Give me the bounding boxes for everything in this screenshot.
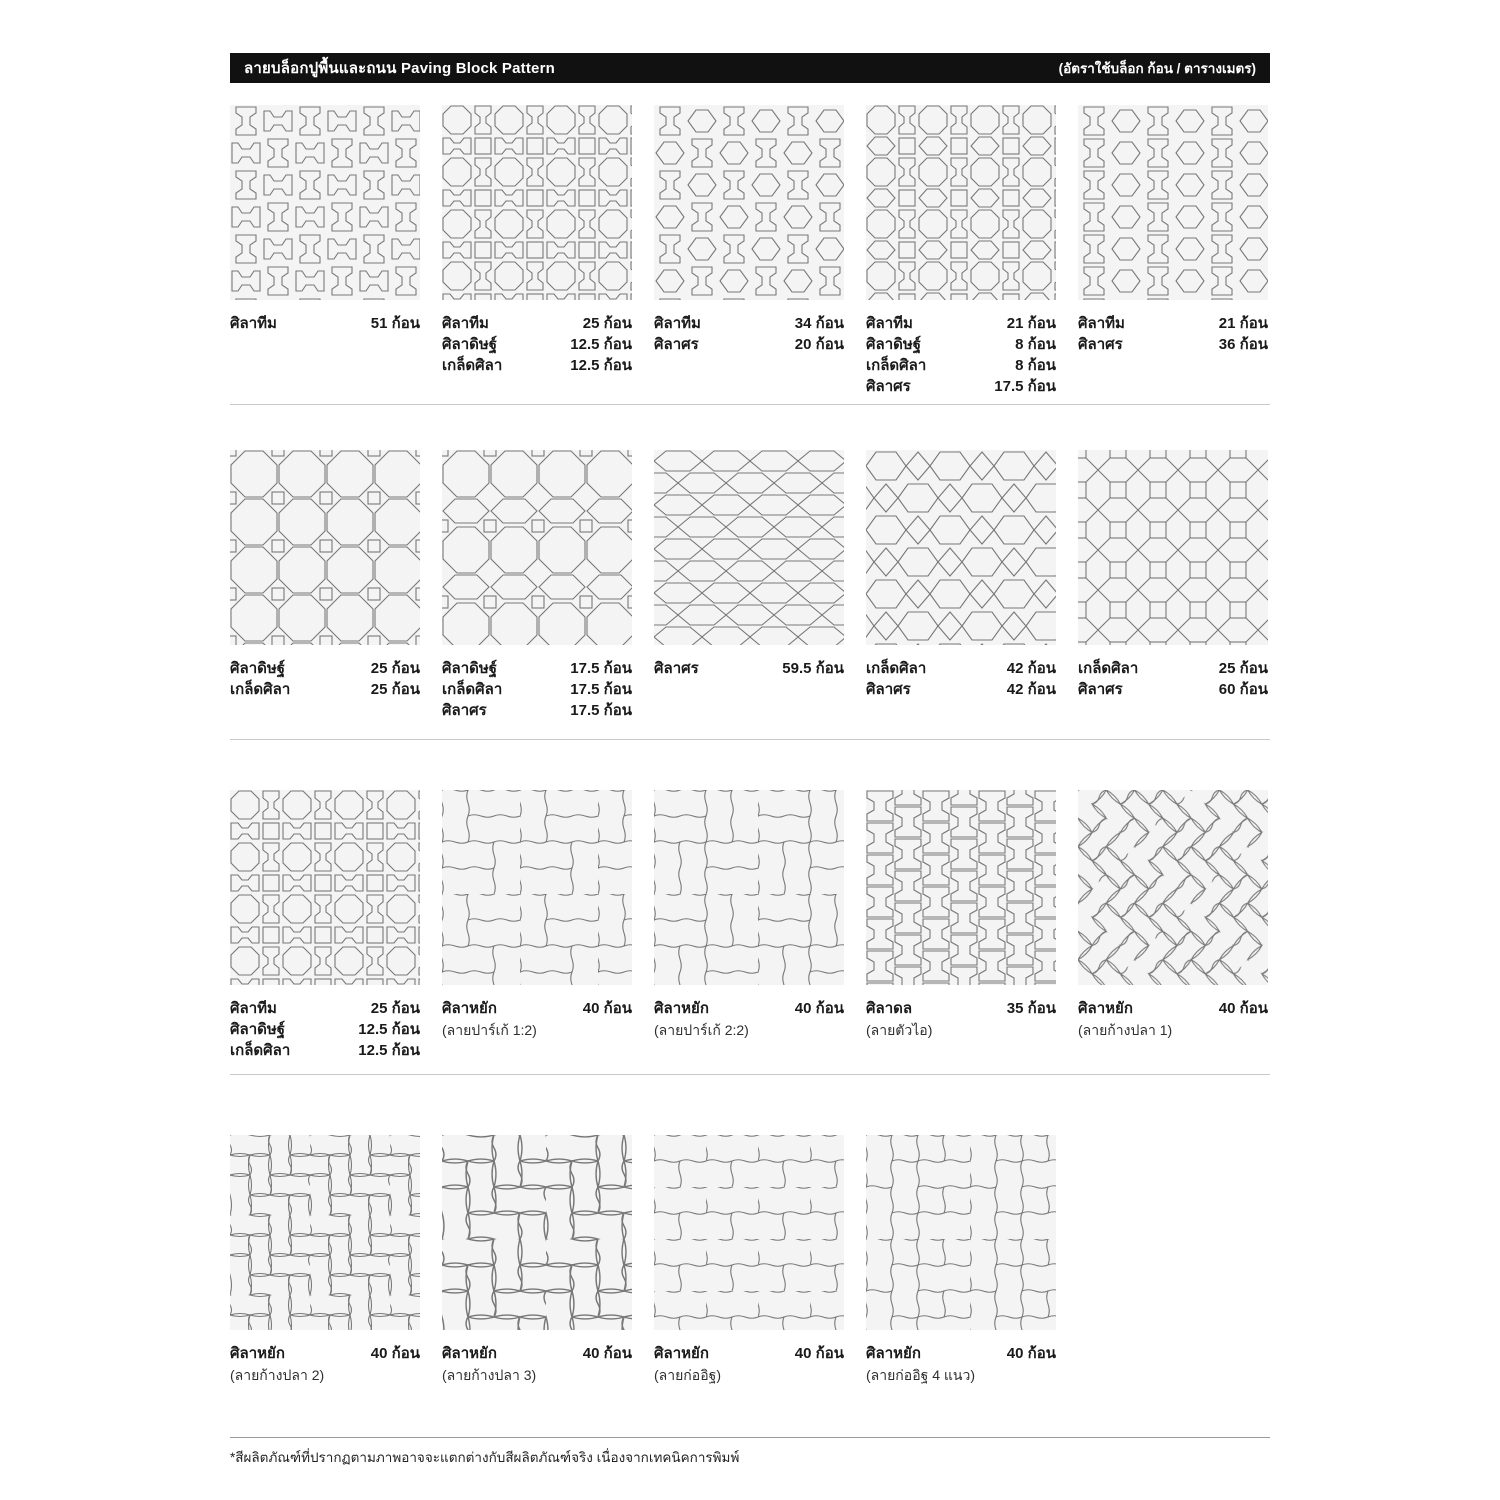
block-name: ศิลาดิษฐ์	[442, 660, 498, 677]
block-usage-line	[866, 1343, 1056, 1364]
block-usage-line	[230, 1343, 420, 1364]
block-name: ศิลาศร	[866, 681, 911, 698]
pattern-labels	[654, 998, 844, 1040]
block-usage-line	[230, 658, 420, 679]
block-usage-line	[230, 1040, 420, 1061]
block-quantity: 40 ก้อน	[582, 1345, 632, 1362]
pattern-labels	[654, 658, 844, 679]
paving-pattern-swatch	[866, 790, 1056, 985]
block-quantity: 40 ก้อน	[370, 1345, 420, 1362]
block-quantity: 17.5 ก้อน	[994, 378, 1056, 395]
block-name: เกล็ดศิลา	[230, 1042, 291, 1059]
block-name: ศิลาดิษฐ์	[442, 336, 498, 353]
pattern-labels	[1078, 313, 1268, 355]
pattern-labels	[230, 998, 420, 1061]
pattern-layout-name: (ลายก่ออิฐ 4 แนว)	[866, 1367, 976, 1383]
block-quantity: 51 ก้อน	[370, 315, 420, 332]
block-usage-line	[230, 1019, 420, 1040]
block-usage-line	[442, 1343, 632, 1364]
block-name: ศิลาทีม	[1078, 315, 1125, 332]
pattern-card	[1078, 105, 1268, 397]
block-name: ศิลาหยัก	[654, 1345, 709, 1362]
block-name: เกล็ดศิลา	[866, 660, 927, 677]
pattern-labels	[866, 658, 1056, 700]
pattern-layout-name: (ลายก้างปลา 2)	[230, 1367, 325, 1383]
unit-rate-note: (อัตราใช้บล็อก ก้อน / ตารางเมตร)	[1058, 61, 1256, 76]
block-usage-line	[654, 1343, 844, 1364]
block-name: ศิลาศร	[654, 660, 699, 677]
block-quantity: 40 ก้อน	[794, 1000, 844, 1017]
pattern-labels	[442, 313, 632, 376]
block-name: ศิลาทีม	[866, 315, 913, 332]
paving-pattern-swatch	[866, 450, 1056, 645]
block-usage-line	[230, 313, 420, 334]
block-usage-line	[866, 679, 1056, 700]
block-name: ศิลาศร	[1078, 681, 1123, 698]
pattern-labels	[230, 1343, 420, 1385]
block-usage-line	[866, 313, 1056, 334]
pattern-labels	[442, 658, 632, 721]
block-usage-line	[654, 313, 844, 334]
block-quantity: 8 ก้อน	[1015, 357, 1056, 374]
paving-pattern-swatch	[654, 450, 844, 645]
pattern-row-2	[230, 450, 1270, 721]
paving-pattern-swatch	[866, 105, 1056, 300]
pattern-labels	[866, 313, 1056, 397]
block-quantity: 20 ก้อน	[794, 336, 844, 353]
block-quantity: 17.5 ก้อน	[570, 702, 632, 719]
block-quantity: 40 ก้อน	[582, 1000, 632, 1017]
block-quantity: 40 ก้อน	[1006, 1345, 1056, 1362]
block-name: ศิลาดิษฐ์	[230, 1021, 286, 1038]
paving-pattern-swatch	[230, 790, 420, 985]
block-name: เกล็ดศิลา	[1078, 660, 1139, 677]
block-name: ศิลาดล	[866, 1000, 913, 1017]
paving-pattern-swatch	[866, 1135, 1056, 1330]
block-name: ศิลาทีม	[230, 1000, 277, 1017]
block-name: ศิลาหยัก	[442, 1000, 497, 1017]
pattern-card	[866, 1135, 1056, 1385]
block-name: ศิลาทีม	[654, 315, 701, 332]
block-quantity: 40 ก้อน	[1218, 1000, 1268, 1017]
block-usage-line	[1078, 679, 1268, 700]
block-usage-line	[442, 679, 632, 700]
pattern-row-4	[230, 1135, 1270, 1385]
pattern-card	[230, 1135, 420, 1385]
block-name: ศิลาศร	[866, 378, 911, 395]
block-usage-line	[442, 355, 632, 376]
pattern-card	[1078, 450, 1268, 721]
block-quantity: 60 ก้อน	[1218, 681, 1268, 698]
block-usage-line	[654, 998, 844, 1019]
footer-note: *สีผลิตภัณฑ์ที่ปรากฏตามภาพอาจจะแตกต่างกับสีผลิตภัณฑ์จริง เนื่องจากเทคนิคการพิมพ์	[230, 1450, 740, 1465]
block-name: ศิลาหยัก	[654, 1000, 709, 1017]
block-usage-line	[866, 658, 1056, 679]
pattern-card	[442, 790, 632, 1061]
paving-pattern-swatch	[654, 105, 844, 300]
block-usage-line	[1078, 313, 1268, 334]
block-quantity: 25 ก้อน	[370, 1000, 420, 1017]
pattern-layout-name: (ลายปาร์เก้ 2:2)	[654, 1022, 749, 1038]
paving-pattern-swatch	[1078, 450, 1268, 645]
pattern-card	[230, 450, 420, 721]
block-usage-line	[866, 355, 1056, 376]
pattern-card	[442, 105, 632, 397]
block-quantity: 25 ก้อน	[1218, 660, 1268, 677]
block-quantity: 17.5 ก้อน	[570, 681, 632, 698]
block-usage-line	[442, 313, 632, 334]
pattern-card	[654, 790, 844, 1061]
pattern-labels	[866, 1343, 1056, 1385]
pattern-card	[654, 1135, 844, 1385]
block-usage-line	[442, 658, 632, 679]
block-quantity: 40 ก้อน	[794, 1345, 844, 1362]
section-divider	[230, 739, 1270, 740]
paving-pattern-swatch	[654, 1135, 844, 1330]
block-quantity: 34 ก้อน	[794, 315, 844, 332]
section-divider	[230, 1074, 1270, 1075]
block-quantity: 12.5 ก้อน	[358, 1042, 420, 1059]
block-name: ศิลาศร	[442, 702, 487, 719]
block-usage-line	[1078, 658, 1268, 679]
paving-pattern-swatch	[230, 450, 420, 645]
paving-pattern-swatch	[230, 105, 420, 300]
block-name: ศิลาดิษฐ์	[230, 660, 286, 677]
block-usage-line	[442, 998, 632, 1019]
pattern-labels	[1078, 658, 1268, 700]
pattern-labels	[230, 313, 420, 334]
header-bar	[230, 53, 1270, 83]
paving-pattern-swatch	[442, 790, 632, 985]
pattern-labels	[654, 1343, 844, 1385]
block-name: ศิลาศร	[1078, 336, 1123, 353]
block-quantity: 59.5 ก้อน	[782, 660, 844, 677]
block-quantity: 42 ก้อน	[1006, 681, 1056, 698]
paving-pattern-swatch	[654, 790, 844, 985]
block-usage-line	[654, 658, 844, 679]
block-quantity: 35 ก้อน	[1006, 1000, 1056, 1017]
block-quantity: 21 ก้อน	[1006, 315, 1056, 332]
block-name: เกล็ดศิลา	[442, 357, 503, 374]
block-usage-line	[442, 334, 632, 355]
pattern-card	[866, 105, 1056, 397]
pattern-layout-name: (ลายก่ออิฐ)	[654, 1367, 721, 1383]
block-usage-line	[866, 998, 1056, 1019]
pattern-labels	[654, 313, 844, 355]
pattern-layout-name: (ลายปาร์เก้ 1:2)	[442, 1022, 537, 1038]
pattern-card	[1078, 790, 1268, 1061]
pattern-labels	[230, 658, 420, 700]
block-quantity: 42 ก้อน	[1006, 660, 1056, 677]
paving-pattern-swatch	[230, 1135, 420, 1330]
block-name: ศิลาทีม	[230, 315, 277, 332]
paving-pattern-swatch	[442, 1135, 632, 1330]
block-name: ศิลาศร	[654, 336, 699, 353]
page-title: ลายบล็อกปูพื้นและถนน Paving Block Pattern	[244, 60, 555, 77]
block-quantity: 25 ก้อน	[370, 681, 420, 698]
block-usage-line	[230, 679, 420, 700]
block-usage-line	[1078, 998, 1268, 1019]
pattern-card	[442, 450, 632, 721]
pattern-card	[654, 450, 844, 721]
block-quantity: 8 ก้อน	[1015, 336, 1056, 353]
block-name: เกล็ดศิลา	[442, 681, 503, 698]
paving-pattern-swatch	[442, 450, 632, 645]
block-quantity: 36 ก้อน	[1218, 336, 1268, 353]
pattern-card	[866, 450, 1056, 721]
block-usage-line	[1078, 334, 1268, 355]
block-name: เกล็ดศิลา	[866, 357, 927, 374]
footer-rule	[230, 1437, 1270, 1438]
block-usage-line	[442, 700, 632, 721]
pattern-card	[230, 105, 420, 397]
block-name: ศิลาหยัก	[866, 1345, 921, 1362]
block-usage-line	[866, 376, 1056, 397]
block-quantity: 12.5 ก้อน	[570, 357, 632, 374]
block-quantity: 12.5 ก้อน	[570, 336, 632, 353]
pattern-labels	[866, 998, 1056, 1040]
block-quantity: 21 ก้อน	[1218, 315, 1268, 332]
pattern-labels	[1078, 998, 1268, 1040]
block-name: เกล็ดศิลา	[230, 681, 291, 698]
block-name: ศิลาดิษฐ์	[866, 336, 922, 353]
pattern-card	[230, 790, 420, 1061]
pattern-labels	[442, 998, 632, 1040]
paving-pattern-swatch	[1078, 105, 1268, 300]
pattern-row-1	[230, 105, 1270, 397]
block-name: ศิลาหยัก	[1078, 1000, 1133, 1017]
pattern-labels	[442, 1343, 632, 1385]
block-name: ศิลาหยัก	[442, 1345, 497, 1362]
paving-pattern-swatch	[442, 105, 632, 300]
block-usage-line	[866, 334, 1056, 355]
block-name: ศิลาทีม	[442, 315, 489, 332]
pattern-layout-name: (ลายก้างปลา 3)	[442, 1367, 537, 1383]
pattern-layout-name: (ลายตัวไอ)	[866, 1022, 933, 1038]
pattern-card	[866, 790, 1056, 1061]
block-quantity: 25 ก้อน	[582, 315, 632, 332]
block-name: ศิลาหยัก	[230, 1345, 285, 1362]
pattern-layout-name: (ลายก้างปลา 1)	[1078, 1022, 1173, 1038]
block-quantity: 17.5 ก้อน	[570, 660, 632, 677]
block-quantity: 12.5 ก้อน	[358, 1021, 420, 1038]
pattern-row-3	[230, 790, 1270, 1061]
block-usage-line	[654, 334, 844, 355]
pattern-card	[654, 105, 844, 397]
section-divider	[230, 404, 1270, 405]
block-quantity: 25 ก้อน	[370, 660, 420, 677]
block-usage-line	[230, 998, 420, 1019]
paving-pattern-swatch	[1078, 790, 1268, 985]
pattern-card	[442, 1135, 632, 1385]
